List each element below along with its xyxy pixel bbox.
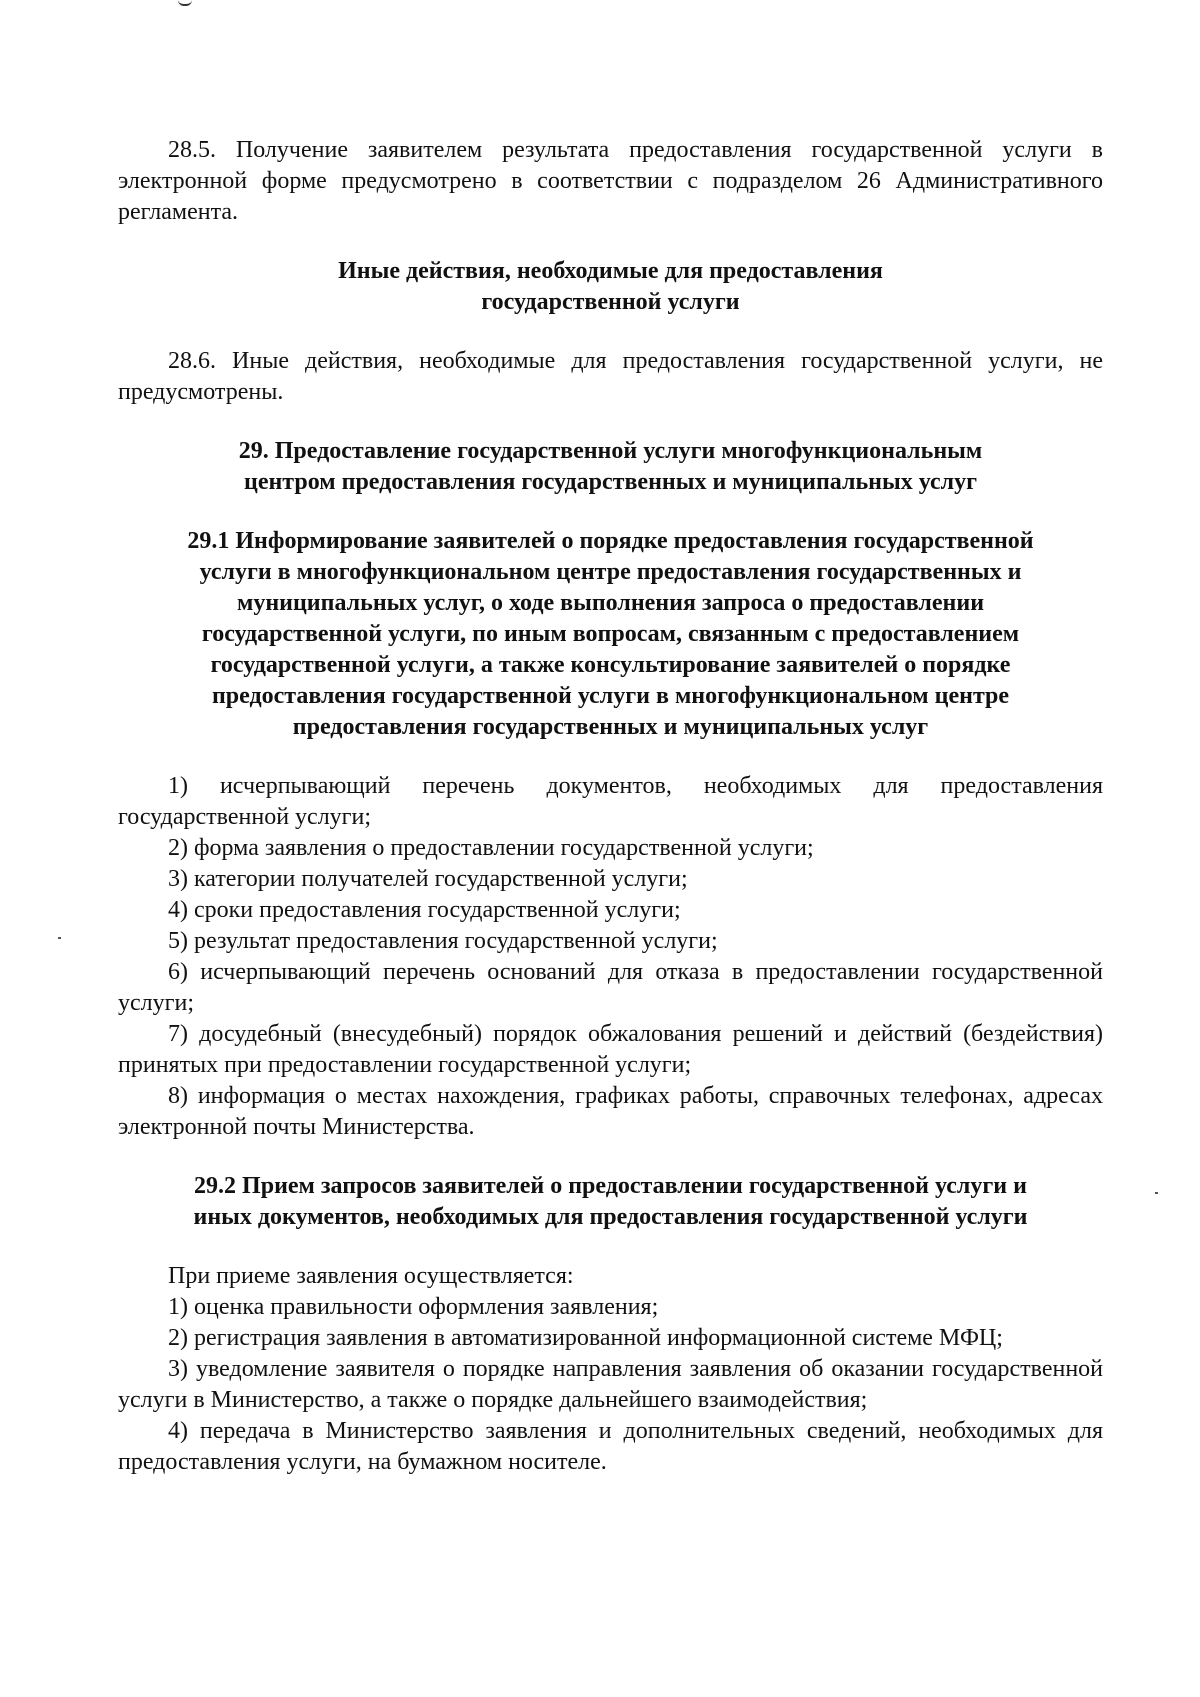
list-item: 3) уведомление заявителя о порядке направления заявления об оказании государственной услуги в Министерство, а также о порядке дальнейшего взаимодействия; <box>118 1356 1103 1413</box>
heading-line: иных документов, необходимых для предоставления государственной услуги <box>193 1204 1028 1230</box>
list-item: 2) форма заявления о предоставлении государственной услуги; <box>168 835 814 861</box>
heading-line: услуги в многофункциональном центре предоставления государственных и <box>199 559 1022 585</box>
list-item: 5) результат предоставления государственной услуги; <box>168 928 718 954</box>
heading-line: предоставления государственной услуги в многофункциональном центре <box>211 683 1010 709</box>
list-item: 3) категории получателей государственной услуги; <box>168 866 688 892</box>
heading-line: государственной услуги <box>481 289 740 315</box>
heading-line: центром предоставления государственных и муниципальных услуг <box>243 469 977 495</box>
scan-speck <box>1155 1192 1158 1194</box>
list-29-2 <box>118 1292 1103 1478</box>
list-item: 1) оценка правильности оформления заявления; <box>168 1294 659 1320</box>
heading-line: Иные действия, необходимые для предоставления <box>338 258 883 284</box>
intro-29-2: При приеме заявления осуществляется: <box>168 1263 574 1289</box>
heading-line: государственной услуги, а также консультирование заявителей о порядке <box>210 652 1011 678</box>
heading-line: предоставления государственных и муниципальных услуг <box>292 714 929 740</box>
heading-line: 29. Предоставление государственной услуги многофункциональным <box>238 438 983 464</box>
heading-line: 29.2 Прием запросов заявителей о предоставлении государственной услуги и <box>194 1173 1027 1199</box>
heading-line: 29.1 Информирование заявителей о порядке предоставления государственной <box>187 528 1034 554</box>
scan-speck <box>58 937 61 939</box>
list-29-1 <box>118 771 1103 1143</box>
list-item: 4) сроки предоставления государственной услуги; <box>168 897 681 923</box>
heading-other-actions <box>158 256 1063 318</box>
paragraph-28-6: 28.6. Иные действия, необходимые для предоставления государственной услуги, не предусмотрены. <box>118 348 1103 405</box>
heading-line: государственной услуги, по иным вопросам, связанным с предоставлением <box>201 621 1020 647</box>
list-item: 2) регистрация заявления в автоматизированной информационной системе МФЦ; <box>168 1325 1003 1351</box>
paragraph-28-5: 28.5. Получение заявителем результата предоставления государственной услуги в электронной форме предусмотрено в соответствии с подразделом 26 Административного регламента. <box>118 137 1103 225</box>
document-body <box>118 135 1103 1478</box>
heading-line: муниципальных услуг, о ходе выполнения запроса о предоставлении <box>236 590 985 616</box>
heading-section-29 <box>158 436 1063 498</box>
list-item: 8) информация о местах нахождения, графиках работы, справочных телефонах, адресах электронной почты Министерства. <box>118 1083 1103 1140</box>
heading-section-29-2 <box>118 1171 1103 1233</box>
scan-mark <box>178 0 192 6</box>
heading-section-29-1 <box>118 526 1103 743</box>
list-item: 6) исчерпывающий перечень оснований для отказа в предоставлении государственной услуги; <box>118 959 1103 1016</box>
list-item: 7) досудебный (внесудебный) порядок обжалования решений и действий (бездействия) принятых при предоставлении государственной услуги; <box>118 1021 1103 1078</box>
list-item: 4) передача в Министерство заявления и дополнительных сведений, необходимых для предоставления услуги, на бумажном носителе. <box>118 1418 1103 1475</box>
list-item: 1) исчерпывающий перечень документов, необходимых для предоставления государственной услуги; <box>118 773 1103 830</box>
